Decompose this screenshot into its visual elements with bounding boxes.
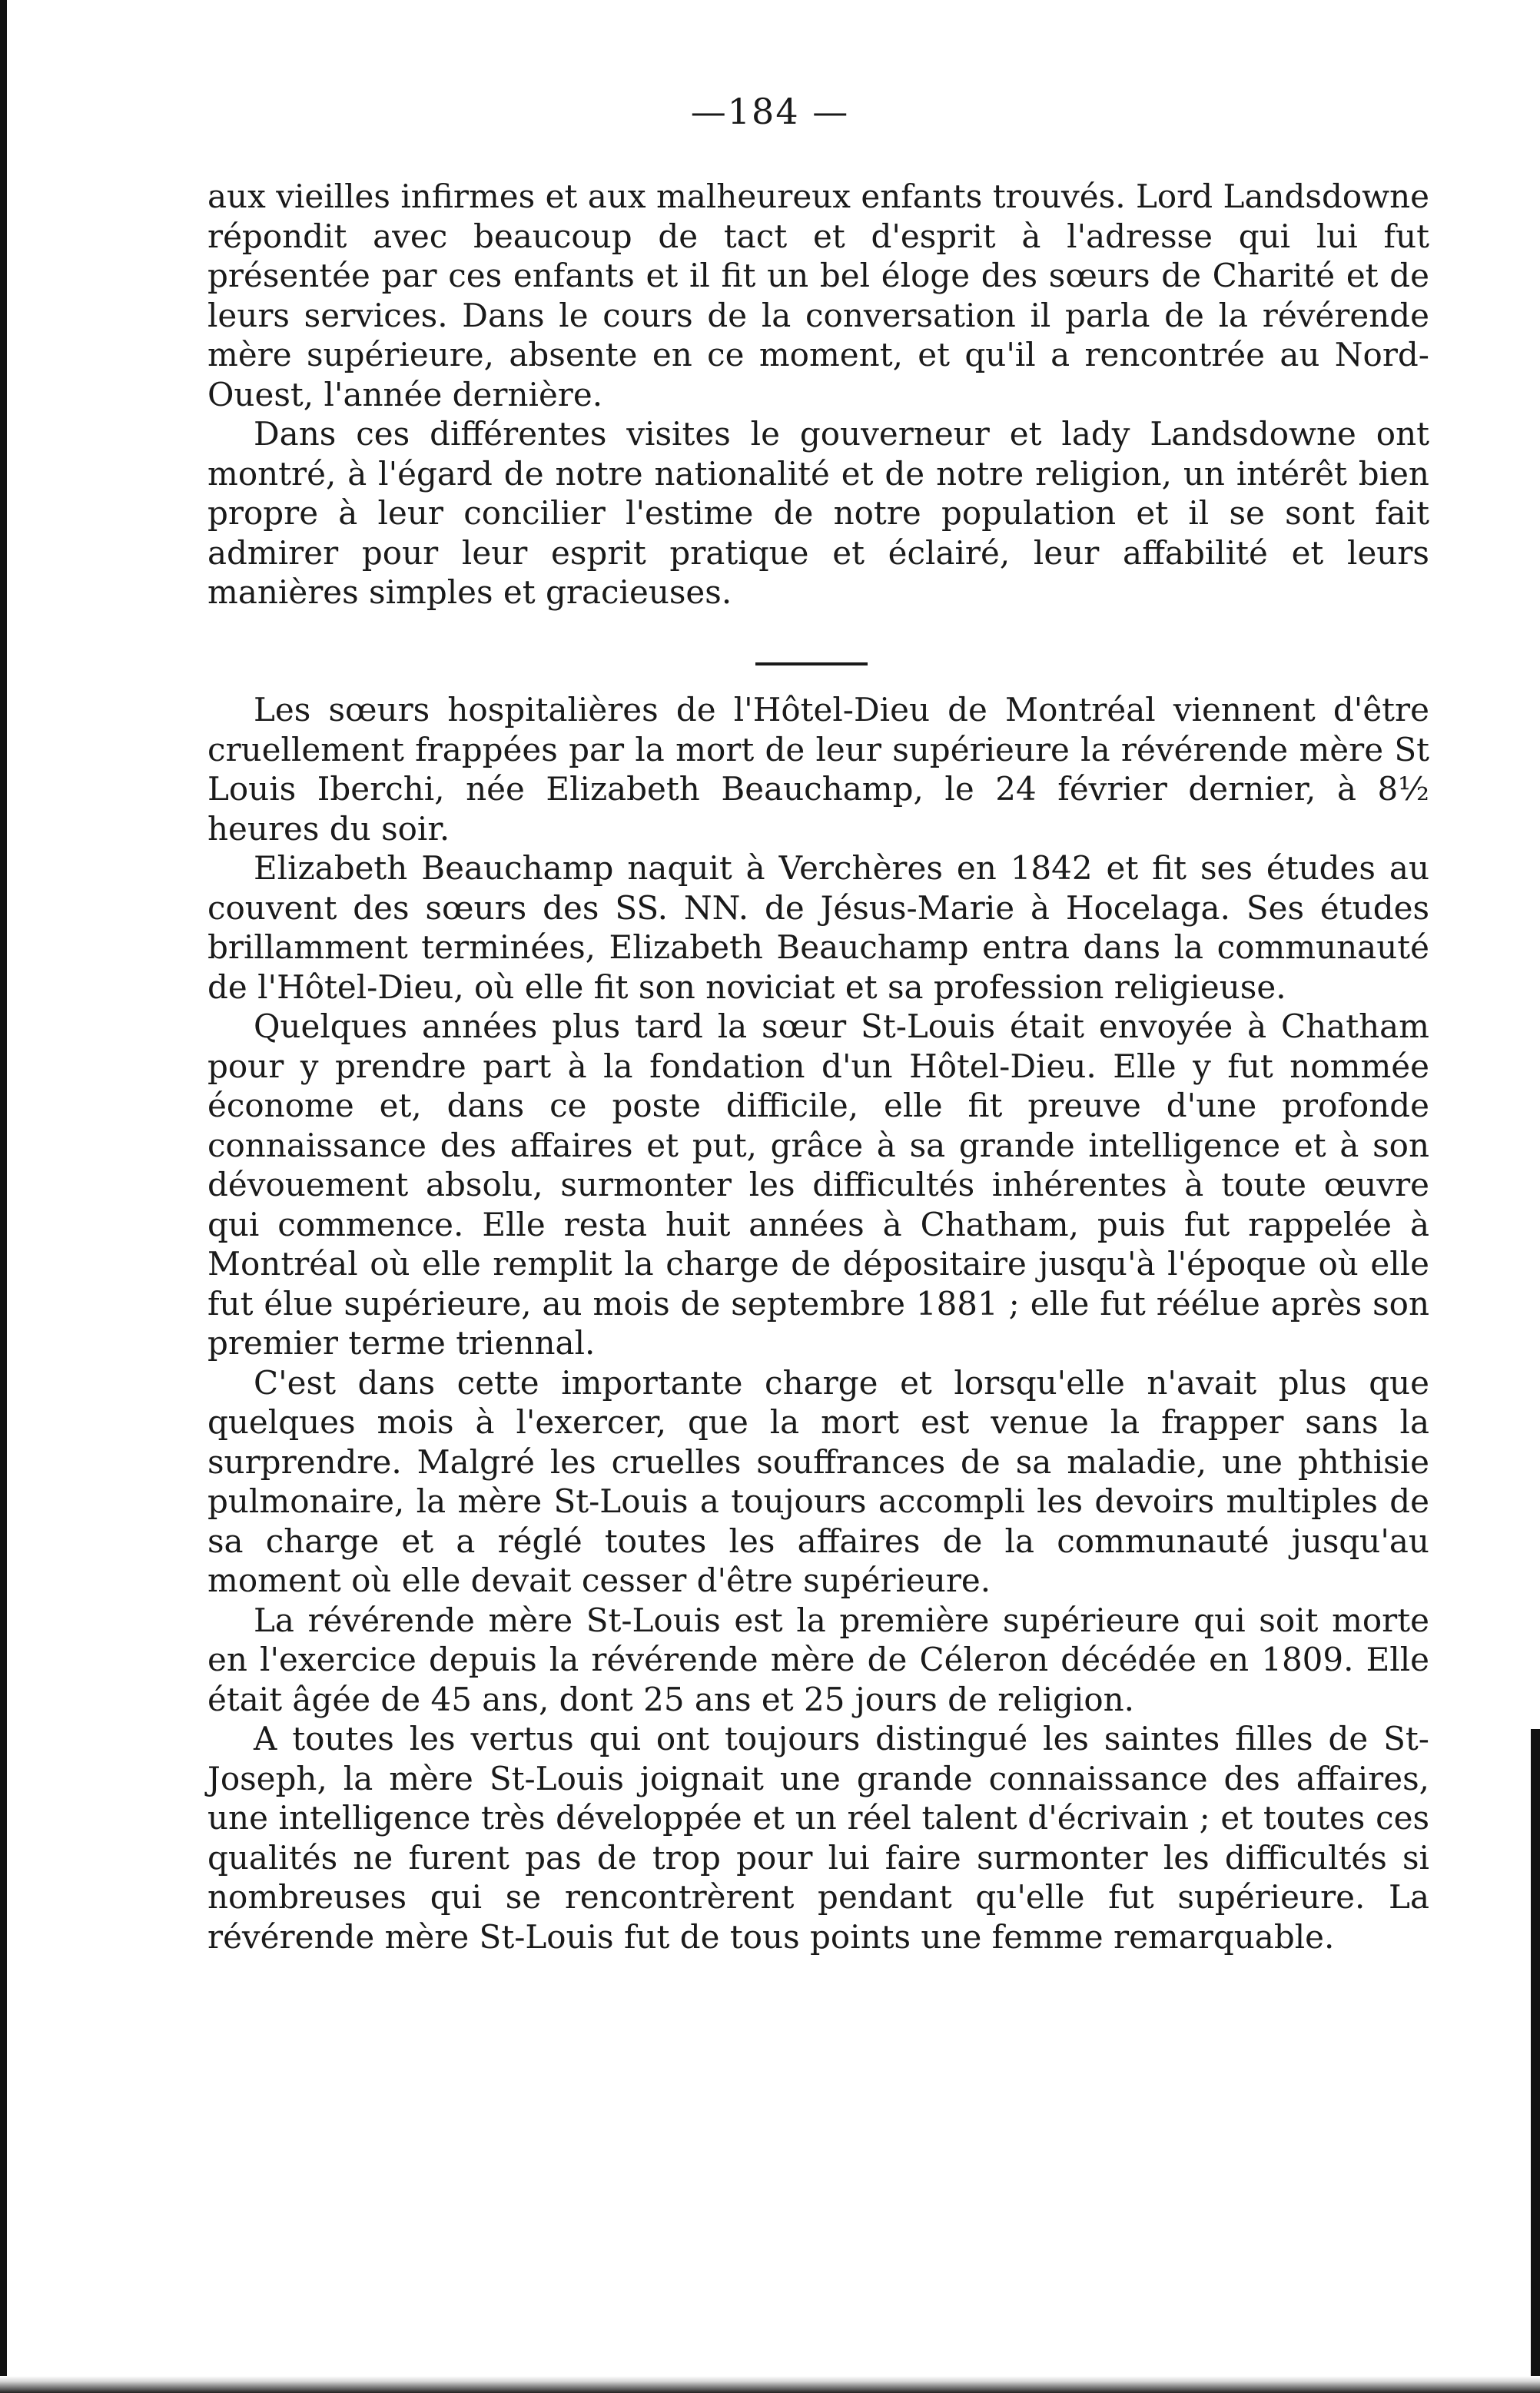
page-number: —184 — xyxy=(690,91,850,132)
paragraph: La révérende mère St-Louis est la première supérieure qui soit morte en l'exercice depuis la révérende mère de Céleron décédée en 1809. Elle était âgée de 45 ans, dont 25 ans et 25 jours de religion. xyxy=(207,1601,1429,1718)
paragraph: aux vieilles infirmes et aux malheureux enfants trouvés. Lord Landsdowne répondit avec beaucoup de tact et d'esprit à l'adresse qui lui fut présentée par ces enfants et il fit un bel éloge des sœurs de Charité et de leurs services. Dans le cours de la conversation il parla de la révérende mère supérieure, absente en ce moment, et qu'il a rencontrée au Nord-Ouest, l'année dernière. xyxy=(207,178,1429,413)
scan-edge-left xyxy=(0,0,7,2393)
paragraph: Les sœurs hospitalières de l'Hôtel-Dieu de Montréal viennent d'être cruellement frappées par la mort de leur supérieure la révérende mère St Louis Iberchi, née Elizabeth Beauchamp, le 24 février dernier, à 8½ heures du soir. xyxy=(207,691,1429,848)
paragraph: C'est dans cette importante charge et lorsqu'elle n'avait plus que quelques mois à l'exercer, que la mort est venue la frapper sans la surprendre. Malgré les cruelles souffrances de sa maladie, une phthisie pulmonaire, la mère St-Louis a toujours accompli les devoirs multiples de sa charge et a réglé toutes les affaires de la communauté jusqu'au moment où elle devait cesser d'être supérieure. xyxy=(207,1363,1429,1599)
section-separator xyxy=(755,662,868,665)
paragraph: Dans ces différentes visites le gouverneur et lady Landsdowne ont montré, à l'égard de notre nationalité et de notre religion, un intérêt bien propre à leur concilier l'estime de notre population et il se sont fait admirer pour leur esprit pratique et éclairé, leur affabilité et leurs manières simples et gracieuses. xyxy=(207,415,1429,611)
paragraph: Elizabeth Beauchamp naquit à Verchères en 1842 et fit ses études au couvent des sœurs des SS. NN. de Jésus-Marie à Hocelaga. Ses études brillamment terminées, Elizabeth Beauchamp entra dans la communauté de l'Hôtel-Dieu, où elle fit son noviciat et sa profession religieuse. xyxy=(207,849,1429,1006)
section-governor-visit xyxy=(207,177,1429,612)
scan-edge-bottom xyxy=(0,2376,1540,2393)
paragraph: A toutes les vertus qui ont toujours distingué les saintes filles de St-Joseph, la mère St-Louis joignait une grande connaissance des affaires, une intelligence très développée et un réel talent d'écrivain ; et toutes ces qualités ne furent pas de trop pour lui faire surmonter les difficultés si nombreuses qui se rencontrèrent pendant qu'elle fut supérieure. La révérende mère St-Louis fut de tous points une femme remarquable. xyxy=(207,1720,1429,1956)
section-obituary xyxy=(207,690,1429,1957)
scan-edge-right xyxy=(1531,1729,1540,2393)
paragraph: Quelques années plus tard la sœur St-Louis était envoyée à Chatham pour y prendre part à la fondation d'un Hôtel-Dieu. Elle y fut nommée économe et, dans ce poste difficile, elle fit preuve d'une profonde connaissance des affaires et put, grâce à sa grande intelligence et à son dévouement absolu, surmonter les difficultés inhérentes à toute œuvre qui commence. Elle resta huit années à Chatham, puis fut rappelée à Montréal où elle remplit la charge de dépositaire jusqu'à l'époque où elle fut élue supérieure, au mois de septembre 1881 ; elle fut réélue après son premier terme triennal. xyxy=(207,1007,1429,1362)
